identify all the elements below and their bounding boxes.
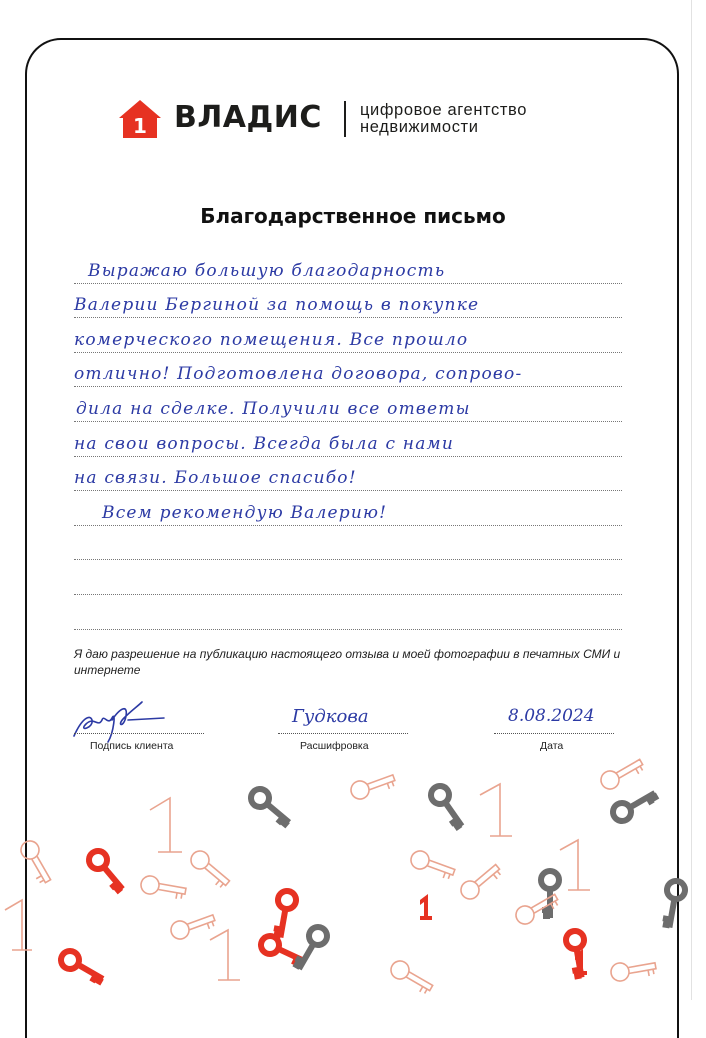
svg-text:1: 1 <box>133 114 147 138</box>
key-outline-icon <box>168 909 216 941</box>
key-outline-icon <box>18 838 56 886</box>
consent-statement: Я даю разрешение на публикацию настоящего отзыва и моей фотографии в печатных СМИ и интернете <box>74 647 621 677</box>
letter-line <box>74 595 622 630</box>
key-icon <box>541 871 559 918</box>
key-icon <box>247 785 295 829</box>
key-outline-icon <box>513 889 561 927</box>
handwritten-text: Валерии Бергиной за помощь в покупке <box>74 295 480 316</box>
decorative-one-icon <box>5 784 590 980</box>
brand-tagline <box>360 102 527 136</box>
handwritten-text: отлично! Подготовлена договора, сопрово- <box>74 364 523 385</box>
handwritten-text: Всем рекомендую Валерию! <box>102 502 388 523</box>
signature-decoding-value: Гудкова <box>292 706 369 727</box>
document-title: Благодарственное письмо <box>200 204 506 228</box>
handwritten-text: Выражаю большую благодарность <box>88 260 446 281</box>
letter-line <box>74 284 622 319</box>
key-outline-icon <box>388 958 436 996</box>
letter-line <box>74 422 622 457</box>
brand-divider <box>344 101 346 137</box>
key-outline-icon <box>610 957 657 983</box>
key-outline-icon <box>140 875 187 901</box>
letter-line <box>74 353 622 388</box>
client-signature-image <box>68 698 168 746</box>
letter-line <box>74 318 622 353</box>
key-outline-icon <box>457 860 503 903</box>
decorative-one-icon <box>420 894 587 975</box>
brand-tagline-line2: недвижимости <box>360 118 479 136</box>
key-icon <box>661 880 687 929</box>
brand-tagline-line1: цифровое агентство <box>360 101 527 119</box>
brand-name: ВЛАДИС <box>174 100 322 135</box>
date-value: 8.08.2024 <box>508 706 595 726</box>
handwritten-text: дила на сделке. Получили все ответы <box>76 398 471 419</box>
decoding-label: Расшифровка <box>300 740 369 752</box>
key-outline-icon <box>408 848 456 880</box>
handwritten-text: на связи. Большое спасибо! <box>74 468 357 489</box>
house-logo-icon <box>118 99 162 139</box>
key-icon <box>610 785 660 824</box>
key-icon <box>58 948 108 987</box>
key-outline-icon <box>348 769 396 801</box>
letter-line <box>74 249 622 284</box>
key-outline-icon <box>598 754 646 792</box>
key-icon <box>272 890 298 939</box>
handwritten-text: комерческого помещения. Все прошло <box>74 329 469 350</box>
letter-line <box>74 387 622 422</box>
handwritten-letter <box>74 249 622 630</box>
letter-line <box>74 457 622 492</box>
letter-line <box>74 560 622 595</box>
decoding-line <box>278 733 408 734</box>
letter-line <box>74 491 622 526</box>
key-icon <box>85 847 129 895</box>
client-signature-line <box>74 733 204 734</box>
date-label: Дата <box>540 740 564 752</box>
decorative-keys-pattern <box>0 740 706 1000</box>
handwritten-text: на свои вопросы. Всегда была с нами <box>74 433 454 454</box>
client-signature-label: Подпись клиента <box>90 740 174 752</box>
key-icon <box>427 782 469 831</box>
key-icon <box>291 924 330 974</box>
letter-line <box>74 526 622 561</box>
key-outline-icon <box>187 847 233 890</box>
date-line <box>494 733 614 734</box>
